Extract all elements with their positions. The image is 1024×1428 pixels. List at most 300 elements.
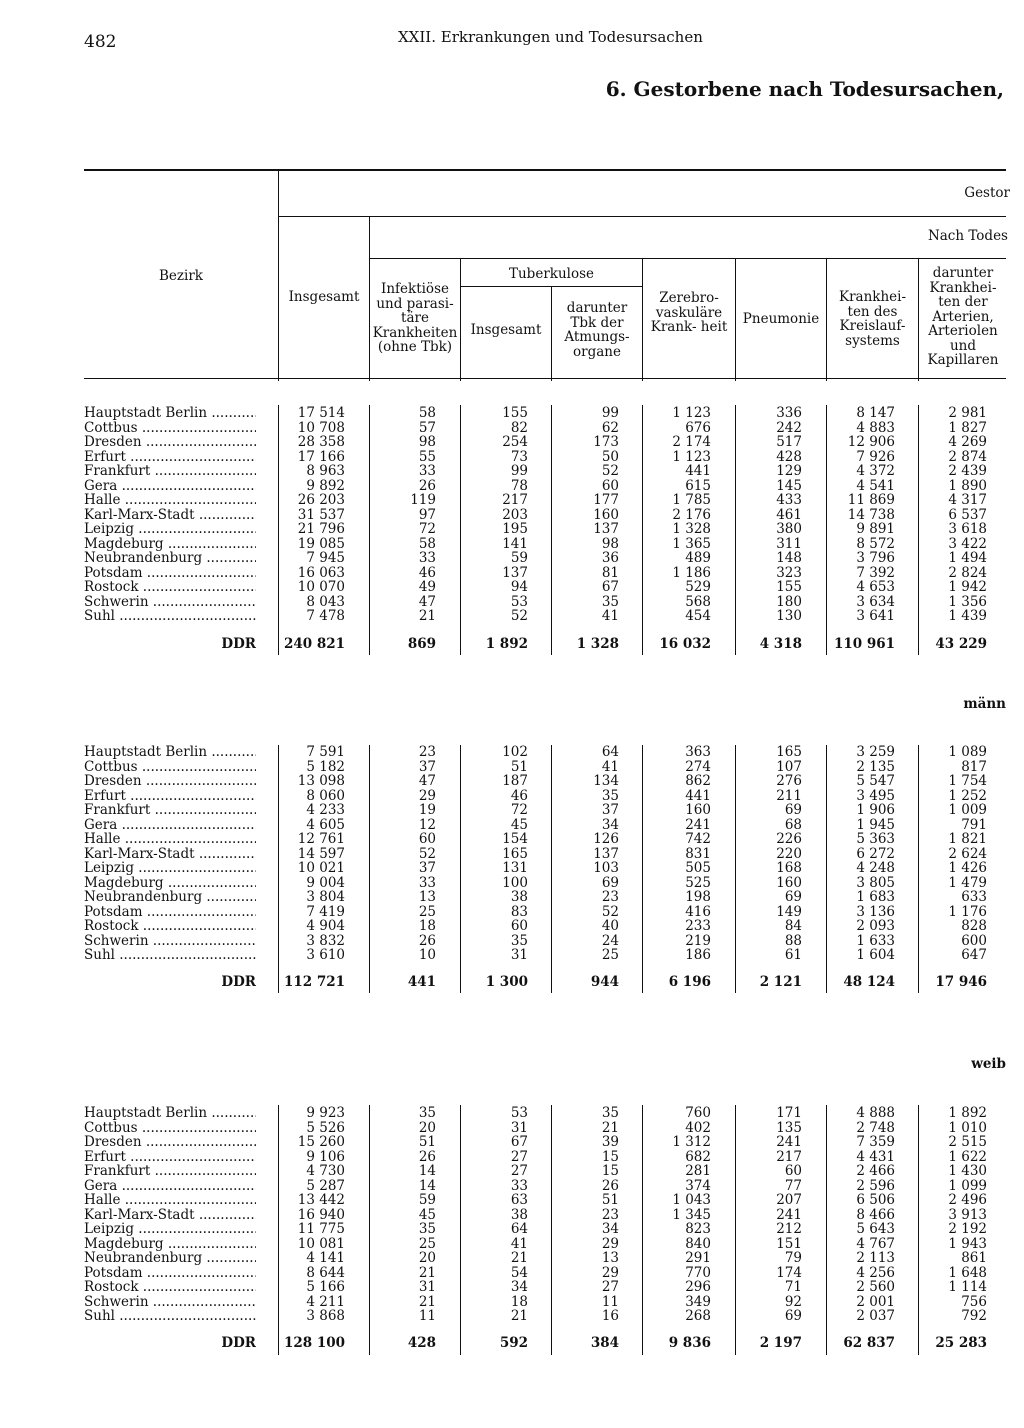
table-cell: 79: [784, 1250, 802, 1266]
table-cell: 135: [776, 1119, 802, 1136]
table-cell: 1 943: [948, 1235, 987, 1252]
bezirk-name: Cottbus .....: [84, 421, 256, 436]
total-cell: 592: [499, 1335, 528, 1351]
table-row: [84, 774, 1009, 789]
header-kreislauf: Krankhei- ten des Kreislauf- systems: [838, 289, 907, 349]
table-cell: 525: [685, 874, 711, 891]
table-cell: 34: [601, 816, 619, 833]
table-cell: 33: [510, 1177, 528, 1194]
table-cell: 7 392: [856, 564, 895, 581]
table-cell: 180: [776, 593, 802, 610]
total-cell: 6 196: [668, 974, 711, 990]
table-cell: 39: [601, 1134, 619, 1150]
table-cell: 1 479: [948, 874, 987, 891]
table-cell: 3 868: [306, 1308, 345, 1324]
table-row: [84, 1280, 1009, 1295]
table-cell: 5 363: [856, 831, 895, 847]
table-cell: 8 043: [306, 593, 345, 610]
table-cell: 402: [685, 1119, 711, 1136]
table-cell: 10 708: [297, 419, 345, 436]
table-cell: 7 591: [306, 744, 345, 760]
table-cell: 2 001: [856, 1293, 895, 1310]
table-cell: 12 906: [847, 434, 895, 450]
table-cell: 1 426: [948, 860, 987, 876]
table-cell: 92: [784, 1293, 802, 1310]
table-cell: 59: [510, 550, 528, 566]
table-cell: 64: [510, 1221, 528, 1237]
total-cell: 25 283: [935, 1335, 987, 1351]
table-cell: 5 182: [306, 758, 345, 775]
table-cell: 15 260: [297, 1134, 345, 1150]
table-row: [84, 1208, 1009, 1223]
table-cell: 38: [510, 889, 528, 905]
table-cell: 8 147: [856, 405, 895, 421]
bezirk-name: Neubrandenburg .....: [84, 551, 256, 566]
table-cell: 756: [961, 1293, 987, 1310]
total-cell: 62 837: [843, 1335, 895, 1351]
table-cell: 1 494: [948, 550, 987, 566]
table-cell: 58: [418, 535, 436, 552]
table-cell: 51: [418, 1134, 436, 1150]
table-cell: 46: [418, 564, 436, 581]
bezirk-name: Leipzig .....: [84, 861, 256, 876]
table-cell: 99: [510, 463, 528, 479]
table-row: [84, 1295, 1009, 1310]
table-cell: 171: [776, 1105, 802, 1121]
bezirk-name: Halle .....: [84, 493, 256, 508]
table-cell: 1 010: [948, 1119, 987, 1136]
bezirk-name: Gera .....: [84, 818, 256, 833]
table-cell: 67: [510, 1134, 528, 1150]
table-cell: 94: [510, 579, 528, 595]
table-cell: 174: [776, 1264, 802, 1281]
table-cell: 198: [685, 889, 711, 905]
table-cell: 49: [418, 579, 436, 595]
table-cell: 15: [601, 1148, 619, 1165]
table-cell: 428: [776, 448, 802, 465]
table-cell: 647: [961, 947, 987, 963]
table-cell: 137: [502, 564, 528, 581]
bezirk-name: Rostock .....: [84, 919, 256, 934]
table-row: [84, 789, 1009, 804]
table-cell: 4 431: [856, 1148, 895, 1165]
table-cell: 5 526: [306, 1119, 345, 1136]
table-cell: 23: [601, 1206, 619, 1223]
bezirk-name: Frankfurt .....: [84, 803, 256, 818]
table-cell: 840: [685, 1235, 711, 1252]
table-cell: 72: [418, 521, 436, 537]
table-cell: 3 259: [856, 744, 895, 760]
table-cell: 7 359: [856, 1134, 895, 1150]
table-cell: 2 824: [948, 564, 987, 581]
table-cell: 226: [776, 831, 802, 847]
table-cell: 1 123: [672, 448, 711, 465]
bezirk-name: Magdeburg .....: [84, 876, 256, 891]
total-label: DDR: [221, 974, 256, 990]
table-cell: 62: [601, 419, 619, 436]
table-cell: 51: [601, 1192, 619, 1208]
table-cell: 119: [410, 492, 436, 508]
table-cell: 23: [418, 744, 436, 760]
table-cell: 27: [510, 1148, 528, 1165]
table-cell: 3 136: [856, 903, 895, 920]
table-cell: 2 624: [948, 845, 987, 862]
table-cell: 126: [593, 831, 619, 847]
table-cell: 13: [601, 1250, 619, 1266]
table-cell: 68: [784, 816, 802, 833]
header-infektioese: Infektiöse und parasi- täre Krankheiten (ohne Tbk): [372, 281, 458, 355]
table-cell: 2 496: [948, 1192, 987, 1208]
table-row: [84, 406, 1009, 421]
table-cell: 60: [784, 1163, 802, 1179]
table-cell: 380: [776, 521, 802, 537]
table-cell: 792: [961, 1308, 987, 1324]
table-cell: 633: [961, 889, 987, 905]
table-row: [84, 1193, 1009, 1208]
table-cell: 24: [601, 932, 619, 949]
bezirk-name: Gera .....: [84, 1179, 256, 1194]
table-cell: 50: [601, 448, 619, 465]
table-cell: 568: [685, 593, 711, 610]
bezirk-name: Potsdam .....: [84, 566, 256, 581]
table-cell: 5 287: [306, 1177, 345, 1194]
table-row: [84, 847, 1009, 862]
total-cell: 944: [590, 974, 619, 990]
table-cell: 151: [776, 1235, 802, 1252]
table-cell: 27: [510, 1163, 528, 1179]
bezirk-name: Karl-Marx-Stadt .....: [84, 1208, 256, 1223]
total-label: DDR: [221, 1335, 256, 1351]
table-cell: 1 785: [672, 492, 711, 508]
table-cell: 60: [418, 831, 436, 847]
table-cell: 4 317: [948, 492, 987, 508]
table-cell: 1 890: [948, 477, 987, 494]
table-row: [84, 1266, 1009, 1281]
table-cell: 311: [776, 535, 802, 552]
table-cell: 10 070: [297, 579, 345, 595]
table-cell: 21: [601, 1119, 619, 1136]
table-cell: 14 597: [297, 845, 345, 862]
table-cell: 2 981: [948, 405, 987, 421]
bezirk-name: Suhl .....: [84, 1309, 256, 1324]
table-cell: 29: [601, 1264, 619, 1281]
table-cell: 58: [418, 405, 436, 421]
table-cell: 1 312: [672, 1134, 711, 1150]
table-cell: 1 114: [948, 1279, 987, 1295]
table-cell: 20: [418, 1250, 436, 1266]
table-cell: 29: [418, 787, 436, 804]
table-cell: 1 821: [948, 831, 987, 847]
table-cell: 2 466: [856, 1163, 895, 1179]
table-cell: 35: [418, 1221, 436, 1237]
table-cell: 31: [510, 1119, 528, 1136]
table-row: [84, 1121, 1009, 1136]
table-row: [84, 948, 1009, 963]
table-cell: 25: [418, 1235, 436, 1252]
table-cell: 1 356: [948, 593, 987, 610]
table-cell: 241: [776, 1134, 802, 1150]
table-cell: 131: [502, 860, 528, 876]
table-cell: 129: [776, 463, 802, 479]
table-cell: 37: [601, 802, 619, 818]
table-cell: 4 541: [856, 477, 895, 494]
table-cell: 195: [502, 521, 528, 537]
table-cell: 323: [776, 564, 802, 581]
table-cell: 35: [601, 593, 619, 610]
table-row: [84, 1179, 1009, 1194]
table-cell: 23: [601, 889, 619, 905]
table-row: [84, 522, 1009, 537]
table-cell: 187: [502, 773, 528, 789]
table-cell: 1 827: [948, 419, 987, 436]
total-cell: 112 721: [283, 974, 345, 990]
table-cell: 11 775: [297, 1221, 345, 1237]
table-row: [84, 934, 1009, 949]
table-cell: 441: [685, 463, 711, 479]
table-cell: 8 963: [306, 463, 345, 479]
table-cell: 770: [685, 1264, 711, 1281]
table-row: [84, 421, 1009, 436]
table-row: [84, 760, 1009, 775]
table-cell: 155: [776, 579, 802, 595]
table-cell: 5 547: [856, 773, 895, 789]
table-cell: 98: [601, 535, 619, 552]
table-cell: 1 176: [948, 903, 987, 920]
table-cell: 11 869: [847, 492, 895, 508]
table-cell: 7 945: [306, 550, 345, 566]
table-cell: 81: [601, 564, 619, 581]
table-cell: 19: [418, 802, 436, 818]
bezirk-name: Potsdam .....: [84, 905, 256, 920]
table-cell: 817: [961, 758, 987, 775]
bezirk-name: Erfurt .....: [84, 1150, 256, 1165]
table-cell: 1 622: [948, 1148, 987, 1165]
table-cell: 155: [502, 405, 528, 421]
table-cell: 26 203: [297, 492, 345, 508]
bezirk-name: Schwerin .....: [84, 1295, 256, 1310]
bezirk-name: Rostock .....: [84, 1280, 256, 1295]
table-cell: 363: [685, 744, 711, 760]
table-cell: 100: [502, 874, 528, 891]
table-cell: 69: [784, 802, 802, 818]
table-cell: 78: [510, 477, 528, 494]
table-cell: 615: [685, 477, 711, 494]
table-row: [84, 464, 1009, 479]
table-cell: 53: [510, 1105, 528, 1121]
table-cell: 1 043: [672, 1192, 711, 1208]
total-cell: 1 300: [485, 974, 528, 990]
table-row: [84, 890, 1009, 905]
table-cell: 52: [510, 608, 528, 624]
header-pneumonie: Pneumonie: [742, 311, 820, 327]
table-cell: 682: [685, 1148, 711, 1165]
table-cell: 4 605: [306, 816, 345, 833]
table-cell: 77: [784, 1177, 802, 1194]
table-cell: 53: [510, 593, 528, 610]
table-cell: 28 358: [297, 434, 345, 450]
table-cell: 12 761: [297, 831, 345, 847]
table-cell: 4 141: [306, 1250, 345, 1266]
table-cell: 4 256: [856, 1264, 895, 1281]
section-weiblich-ddr: [84, 1335, 1009, 1353]
table-cell: 41: [601, 758, 619, 775]
table-cell: 14: [418, 1177, 436, 1194]
table-cell: 220: [776, 845, 802, 862]
table-cell: 1 906: [856, 802, 895, 818]
page-number: 482: [84, 32, 117, 52]
table-cell: 26: [418, 932, 436, 949]
header-insgesamt: Insgesamt: [288, 289, 360, 305]
table-row: [84, 1164, 1009, 1179]
table-cell: 168: [776, 860, 802, 876]
table-cell: 20: [418, 1119, 436, 1136]
table-row: [84, 1106, 1009, 1121]
table-cell: 2 515: [948, 1134, 987, 1150]
table-cell: 1 754: [948, 773, 987, 789]
total-label: DDR: [221, 636, 256, 652]
table-row: [84, 609, 1009, 624]
total-cell: 2 197: [759, 1335, 802, 1351]
table-cell: 7 478: [306, 608, 345, 624]
chapter-title: XXII. Erkrankungen und Todesursachen: [398, 28, 703, 46]
total-cell: 48 124: [843, 974, 895, 990]
table-cell: 3 495: [856, 787, 895, 804]
table-cell: 505: [685, 860, 711, 876]
section-maennlich-ddr: [84, 974, 1009, 992]
bezirk-name: Schwerin .....: [84, 934, 256, 949]
bezirk-name: Magdeburg .....: [84, 537, 256, 552]
table-cell: 2 874: [948, 448, 987, 465]
table-cell: 517: [776, 434, 802, 450]
table-cell: 12: [418, 816, 436, 833]
table-cell: 36: [601, 550, 619, 566]
table-cell: 2 560: [856, 1279, 895, 1295]
bezirk-name: Frankfurt .....: [84, 1164, 256, 1179]
total-cell: 869: [407, 636, 436, 652]
table-cell: 9 923: [306, 1105, 345, 1121]
table-cell: 4 372: [856, 463, 895, 479]
table-cell: 1 633: [856, 932, 895, 949]
table-cell: 134: [593, 773, 619, 789]
table-cell: 13 442: [297, 1192, 345, 1208]
table-cell: 242: [776, 419, 802, 436]
table-cell: 2 192: [948, 1221, 987, 1237]
total-cell: 1 328: [576, 636, 619, 652]
table-cell: 41: [601, 608, 619, 624]
table-cell: 52: [601, 903, 619, 920]
table-cell: 47: [418, 773, 436, 789]
table-cell: 40: [601, 918, 619, 934]
table-cell: 45: [418, 1206, 436, 1223]
table-cell: 1 328: [672, 521, 711, 537]
table-cell: 61: [784, 947, 802, 963]
table-cell: 3 641: [856, 608, 895, 624]
bezirk-name: Rostock .....: [84, 580, 256, 595]
table-cell: 45: [510, 816, 528, 833]
table-cell: 149: [776, 903, 802, 920]
table-cell: 1 648: [948, 1264, 987, 1281]
table-cell: 13 098: [297, 773, 345, 789]
table-cell: 18: [418, 918, 436, 934]
table-cell: 33: [418, 550, 436, 566]
table-cell: 268: [685, 1308, 711, 1324]
table-cell: 3 832: [306, 932, 345, 949]
table-cell: 1 345: [672, 1206, 711, 1223]
table-cell: 17 166: [297, 448, 345, 465]
total-cell: 43 229: [935, 636, 987, 652]
table-cell: 21: [418, 1264, 436, 1281]
table-cell: 46: [510, 787, 528, 804]
table-cell: 16 063: [297, 564, 345, 581]
table-cell: 1 604: [856, 947, 895, 963]
table-cell: 16 940: [297, 1206, 345, 1223]
table-cell: 31: [418, 1279, 436, 1295]
table-title: 6. Gestorbene nach Todesursachen,: [605, 77, 1004, 101]
total-cell: 16 032: [659, 636, 711, 652]
bezirk-name: Halle .....: [84, 832, 256, 847]
table-cell: 99: [601, 405, 619, 421]
table-cell: 35: [601, 787, 619, 804]
table-cell: 4 269: [948, 434, 987, 450]
table-cell: 72: [510, 802, 528, 818]
table-cell: 296: [685, 1279, 711, 1295]
table-cell: 82: [510, 419, 528, 436]
table-cell: 98: [418, 434, 436, 450]
table-cell: 2 439: [948, 463, 987, 479]
table-cell: 441: [685, 787, 711, 804]
table-cell: 1 252: [948, 787, 987, 804]
table-cell: 3 618: [948, 521, 987, 537]
table-cell: 38: [510, 1206, 528, 1223]
table-cell: 31 537: [297, 506, 345, 523]
table-cell: 2 174: [672, 434, 711, 450]
table-cell: 276: [776, 773, 802, 789]
table-cell: 217: [776, 1148, 802, 1165]
table-cell: 160: [593, 506, 619, 523]
table-cell: 130: [776, 608, 802, 624]
table-row: [84, 551, 1009, 566]
table-cell: 165: [776, 744, 802, 760]
table-row: [84, 818, 1009, 833]
table-cell: 173: [593, 434, 619, 450]
table-cell: 281: [685, 1163, 711, 1179]
total-cell: 428: [407, 1335, 436, 1351]
table-cell: 18: [510, 1293, 528, 1310]
table-cell: 831: [685, 845, 711, 862]
table-row: [84, 1222, 1009, 1237]
table-cell: 11: [418, 1308, 436, 1324]
table-cell: 8 572: [856, 535, 895, 552]
table-cell: 88: [784, 932, 802, 949]
table-cell: 186: [685, 947, 711, 963]
table-row: [84, 1135, 1009, 1150]
table-cell: 416: [685, 903, 711, 920]
table-row: [84, 832, 1009, 847]
bezirk-name: Cottbus .....: [84, 760, 256, 775]
table-cell: 291: [685, 1250, 711, 1266]
table-cell: 676: [685, 419, 711, 436]
header-top-rule: [84, 169, 1006, 171]
total-cell: 2 121: [759, 974, 802, 990]
table-cell: 41: [510, 1235, 528, 1252]
header-zerebro: Zerebro- vaskuläre Krank- heit: [650, 290, 728, 335]
table-cell: 3 422: [948, 535, 987, 552]
table-row: [84, 745, 1009, 760]
table-cell: 11: [601, 1293, 619, 1310]
table-cell: 55: [418, 448, 436, 465]
section-total-ddr: [84, 636, 1009, 654]
total-cell: 240 821: [283, 636, 345, 652]
